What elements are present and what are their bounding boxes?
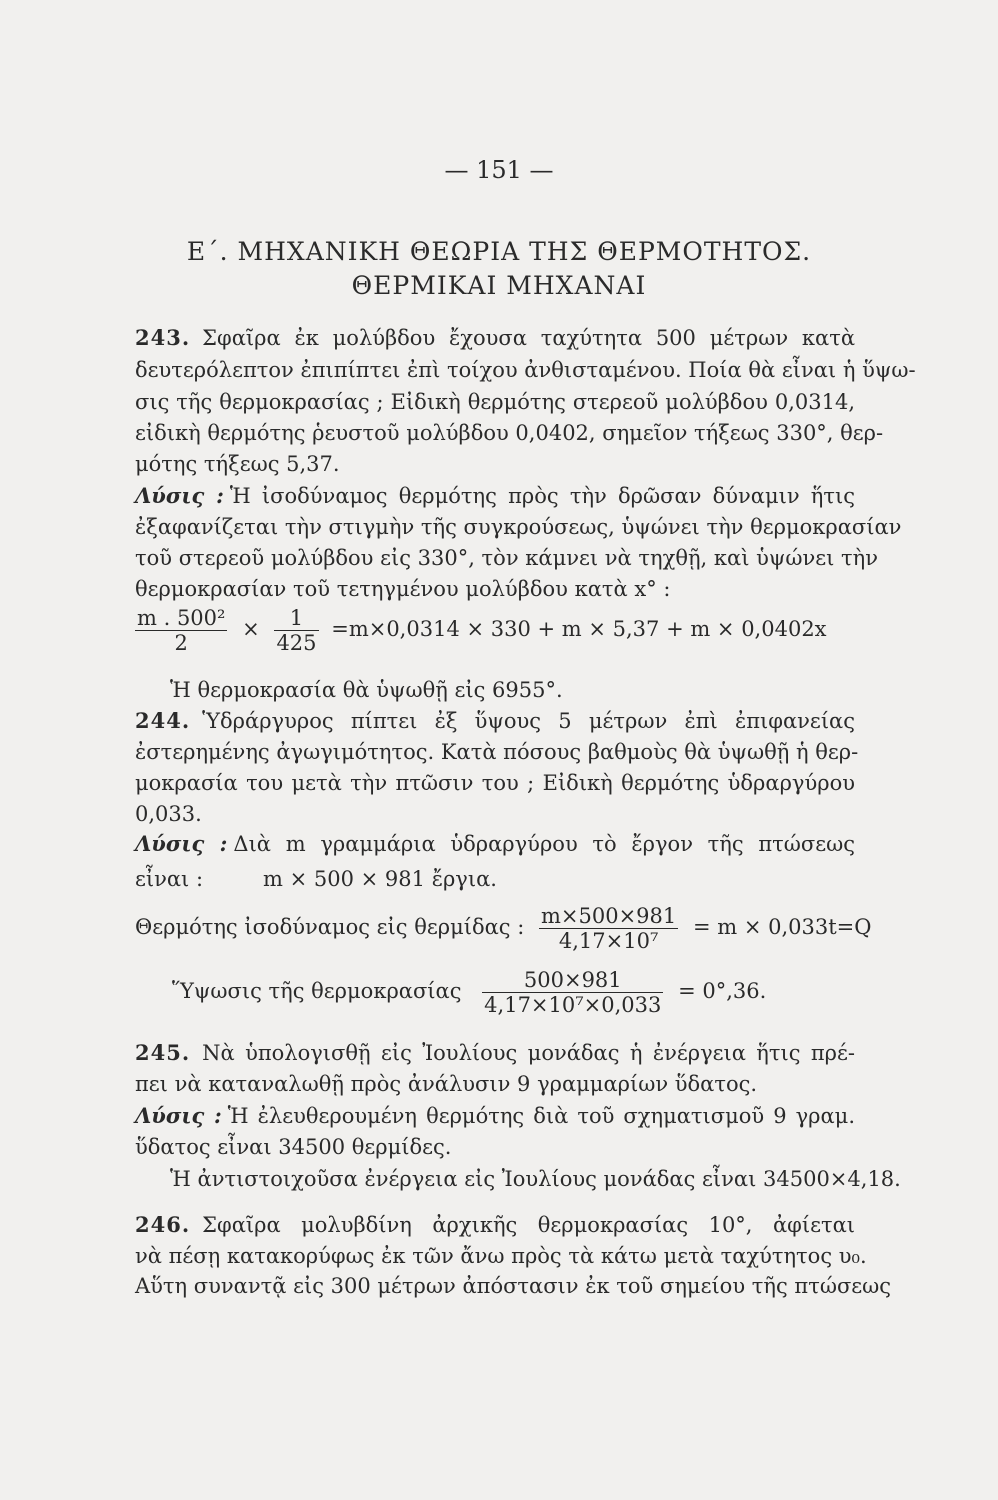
problem-246-line-2: νὰ πέσῃ κατακορύφως ἐκ τῶν ἄνω πρὸς τὰ κάτω μετὰ ταχύτητος υ₀. (135, 1244, 867, 1268)
problem-number: 243. (135, 325, 191, 350)
problem-number: 245. (135, 1040, 191, 1065)
solution-243-line-1: Λύσις : Ἡ ἰσοδύναμος θερμότης πρὸς τὴν δρῶσαν δύναμιν ἥτις (135, 483, 855, 508)
problem-243-line-2: δευτερόλεπτον ἐπιπίπτει ἐπὶ τοίχου ἀνθισταμένου. Ποία θὰ εἶναι ἡ ὕψω- (135, 358, 916, 382)
problem-243-line-5: μότης τήξεως 5,37. (135, 452, 340, 476)
solution-label: Λύσις : (135, 483, 224, 508)
solution-243-line-4: θερμοκρασίαν τοῦ τετηγμένου μολύβδου κατὰ x° : (135, 577, 671, 601)
solution-243-line-3: τοῦ στερεοῦ μολύβδου εἰς 330°, τὸν κάμνει νὰ τηχθῇ, καὶ ὑψώνει τὴν (135, 546, 878, 570)
page-number: — 151 — (444, 156, 554, 184)
solution-244-line-2: εἶναι : m × 500 × 981 ἔργια. (135, 867, 497, 891)
equation-244-1: Θερμότης ἰσοδύναμος εἰς θερμίδας : $\frac{m\times 500\times 981}{\text{4,17×10⁷}}$ = m × 0,033t=Q (135, 904, 872, 953)
solution-243-line-2: ἐξαφανίζεται τὴν στιγμὴν τῆς συγκρούσεως, ὑψώνει τὴν θερμοκρασίαν (135, 515, 902, 539)
problem-244-line-1: 244. Ὑδράργυρος πίπτει ἐξ ὕψους 5 μέτρων ἐπὶ ἐπιφανείας (135, 708, 855, 733)
problem-244-line-4: 0,033. (135, 802, 202, 826)
equation-243: $\frac{\text{m . 500²}}{2}$ × $\frac{1}{425}$ =m×0,0314 × 330 + m × 5,37 + m × 0,0402x (137, 606, 827, 655)
problem-245-line-2: πει νὰ καταναλωθῇ πρὸς ἀνάλυσιν 9 γραμμαρίων ὕδατος. (135, 1072, 758, 1096)
chapter-title: Ε΄. ΜΗΧΑΝΙΚΗ ΘΕΩΡΙΑ ΤΗΣ ΘΕΡΜΟΤΗΤΟΣ. (186, 237, 812, 266)
solution-244-line-1: Λύσις : Διὰ m γραμμάρια ὑδραργύρου τὸ ἔργον τῆς πτώσεως (135, 831, 855, 856)
problem-243-line-1: 243. Σφαῖρα ἐκ μολύβδου ἔχουσα ταχύτητα 500 μέτρων κατὰ (135, 325, 855, 350)
problem-244-line-2: ἐστερημένης ἀγωγιμότητος. Κατὰ πόσους βαθμοὺς θὰ ὑψωθῇ ἡ θερ- (135, 740, 859, 764)
problem-number: 246. (135, 1212, 191, 1237)
problem-243-line-4: εἰδικὴ θερμότης ῥευστοῦ μολύβδου 0,0402, σημεῖον τήξεως 330°, θερ- (135, 421, 884, 445)
solution-label: Λύσις : (135, 831, 228, 856)
problem-245-line-1: 245. Νὰ ὑπολογισθῇ εἰς Ἰουλίους μονάδας ἡ ἐνέργεια ἥτις πρέ- (135, 1040, 855, 1065)
chapter-subtitle: ΘΕΡΜΙΚΑΙ ΜΗΧΑΝΑΙ (351, 271, 647, 300)
problem-244-line-3: μοκρασία του μετὰ τὴν πτῶσιν του ; Εἰδικὴ θερμότης ὑδραργύρου (135, 771, 855, 795)
solution-245-line-2: ὕδατος εἶναι 34500 θερμίδες. (135, 1135, 452, 1159)
result-243: Ἡ θερμοκρασία θὰ ὑψωθῇ εἰς 6955°. (170, 678, 563, 702)
fraction: $\frac{1}{425}$ (276, 606, 317, 655)
solution-245-line-3: Ἡ ἀντιστοιχοῦσα ἐνέργεια εἰς Ἰουλίους μονάδας εἶναι 34500×4,18. (170, 1167, 901, 1191)
problem-246-line-1: 246. Σφαῖρα μολυβδίνη ἀρχικῆς θερμοκρασίας 10°, ἀφίεται (135, 1212, 855, 1237)
solution-245-line-1: Λύσις : Ἡ ἐλευθερουμένη θερμότης διὰ τοῦ σχηματισμοῦ 9 γραμ. (135, 1103, 856, 1128)
problem-number: 244. (135, 708, 191, 733)
solution-label: Λύσις : (135, 1103, 222, 1128)
fraction: $\frac{m\times 500\times 981}{\text{4,17×10⁷}}$ (541, 904, 677, 953)
fraction: $\frac{\text{m . 500²}}{2}$ (137, 606, 226, 655)
fraction: $\frac{500\times 981}{\text{4,17×10⁷×0,033}}$ (484, 968, 662, 1017)
equation-244-2: Ὕψωσις τῆς θερμοκρασίας $\frac{500\times 981}{\text{4,17×10⁷×0,033}}$ = 0°,36. (172, 968, 767, 1017)
problem-246-line-3: Αὕτη συναντᾷ εἰς 300 μέτρων ἀπόστασιν ἐκ τοῦ σημείου τῆς πτώσεως (135, 1274, 892, 1298)
problem-243-line-3: σις τῆς θερμοκρασίας ; Εἰδικὴ θερμότης στερεοῦ μολύβδου 0,0314, (135, 390, 855, 414)
